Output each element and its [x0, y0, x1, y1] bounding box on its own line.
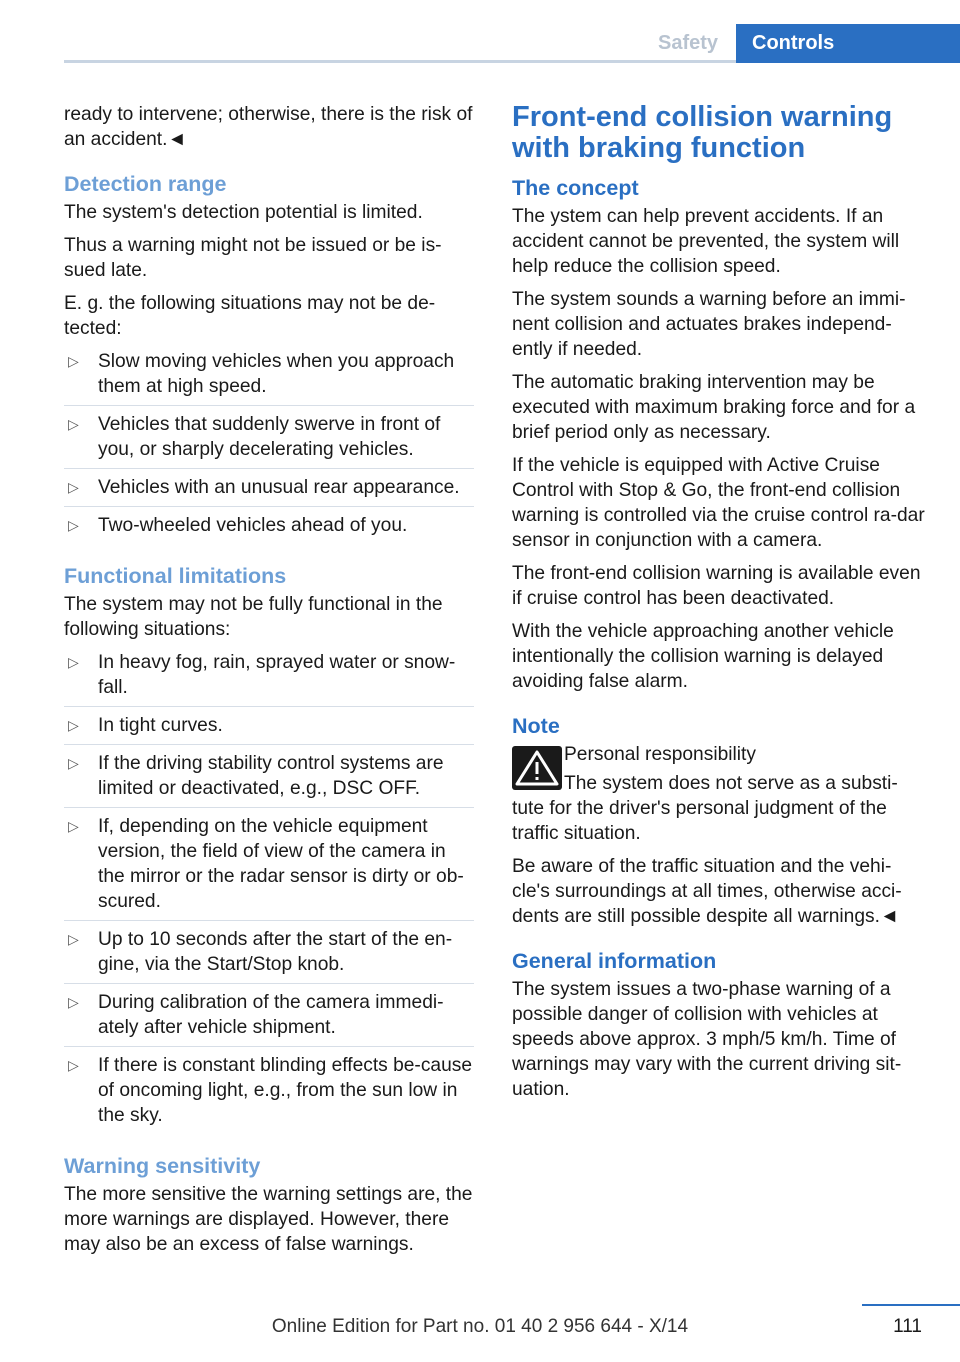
detection-p2: Thus a warning might not be issued or be is-sued late. [64, 235, 442, 281]
list-item: ▷ If, depending on the vehicle equipment version, the field of view of the camera in the mirror or the radar sensor is dirty or ob-scured. [64, 814, 474, 921]
triangle-bullet-icon: ▷ [68, 353, 79, 369]
note-heading: Note [512, 714, 560, 738]
page-title: Front-end collision warning with braking function [512, 101, 893, 164]
list-item: ▷ Vehicles that suddenly swerve in front of you, or sharply decelerating vehicles. [64, 412, 474, 469]
right-column [512, 102, 926, 1110]
page-number: 111 [862, 1316, 922, 1338]
detection-p1: The system's detection potential is limited. [64, 202, 423, 223]
list-item: ▷ In tight curves. [64, 713, 474, 745]
tab-safety[interactable]: Safety [657, 32, 719, 54]
concept-p4: If the vehicle is equipped with Active Cruise Control with Stop & Go, the front-end collision warning is controlled via the cruise control ra-dar sensor in conjunction with a camera. [512, 455, 925, 551]
triangle-bullet-icon: ▷ [68, 479, 79, 495]
general-information-heading: General information [512, 949, 717, 973]
triangle-bullet-icon: ▷ [68, 994, 79, 1010]
concept-heading: The concept [512, 176, 639, 200]
detection-list [64, 349, 474, 544]
triangle-bullet-icon: ▷ [68, 654, 79, 670]
concept-p1: The ystem can help prevent accidents. If an accident cannot be prevented, the system will help reduce the collision speed. [512, 206, 900, 277]
functional-limitations-heading: Functional limitations [64, 564, 287, 588]
warning-triangle-icon [512, 746, 562, 790]
tab-controls[interactable]: Controls [736, 24, 960, 63]
list-item: ▷ If the driving stability control systems are limited or deactivated, e.g., DSC OFF. [64, 751, 474, 808]
triangle-bullet-icon: ▷ [68, 416, 79, 432]
note-p1: The system does not serve as a substi-tute for the driver's personal judgment of the traffic situation. [512, 773, 898, 844]
functional-p1: The system may not be fully functional in the following situations: [64, 594, 443, 640]
list-item: ▷ Two-wheeled vehicles ahead of you. [68, 515, 408, 536]
detection-range-heading: Detection range [64, 172, 227, 196]
concept-p5: The front-end collision warning is available even if cruise control has been deactivated. [512, 563, 921, 609]
triangle-bullet-icon: ▷ [68, 1057, 79, 1073]
concept-p6: With the vehicle approaching another vehicle intentionally the collision warning is delayed avoiding false alarm. [512, 621, 894, 692]
general-p1: The system issues a two-phase warning of a possible danger of collision with vehicles at speeds above approx. 3 mph/5 km/h. Time of warnings may vary with the current driving sit-uation. [512, 979, 902, 1100]
concept-p2: The system sounds a warning before an immi-nent collision and actuates brakes independ-ently if needed. [512, 289, 906, 360]
note-warning-title: Personal responsibility [564, 744, 756, 765]
warning-sensitivity-heading: Warning sensitivity [64, 1154, 261, 1178]
intro-paragraph: ready to intervene; otherwise, there is the risk of an accident.◄ [64, 104, 473, 150]
list-item: ▷ Vehicles with an unusual rear appearance. [64, 475, 474, 507]
detection-p3: E. g. the following situations may not be de-tected: [64, 293, 436, 339]
list-item: ▷ Slow moving vehicles when you approach them at high speed. [64, 349, 474, 406]
list-item: ▷ If there is constant blinding effects be-cause of oncoming light, e.g., from the sun low in the sky. [68, 1055, 473, 1126]
triangle-bullet-icon: ▷ [68, 818, 79, 834]
triangle-bullet-icon: ▷ [68, 517, 79, 533]
left-column [64, 102, 474, 1265]
triangle-bullet-icon: ▷ [68, 755, 79, 771]
list-item: ▷ During calibration of the camera immedi-ately after vehicle shipment. [64, 990, 474, 1047]
list-item: ▷ In heavy fog, rain, sprayed water or snow-fall. [64, 650, 474, 707]
page-number-rule [862, 1304, 960, 1306]
note-p2: Be aware of the traffic situation and the vehi-cle's surroundings at all times, otherwise acci-dents are still possible despite all warnings.◄ [512, 856, 902, 927]
edition-footer: Online Edition for Part no. 01 40 2 956 644 - X/14 [271, 1316, 689, 1337]
triangle-bullet-icon: ▷ [68, 717, 79, 733]
triangle-bullet-icon: ▷ [68, 931, 79, 947]
functional-list [64, 650, 474, 1134]
concept-p3: The automatic braking intervention may be executed with maximum braking force and for a brief period only as necessary. [512, 372, 916, 443]
warning-note [512, 742, 926, 846]
list-item: ▷ Up to 10 seconds after the start of the en-gine, via the Start/Stop knob. [64, 927, 474, 984]
sensitivity-p1: The more sensitive the warning settings are, the more warnings are displayed. However, there may also be an excess of false warnings. [64, 1184, 473, 1255]
